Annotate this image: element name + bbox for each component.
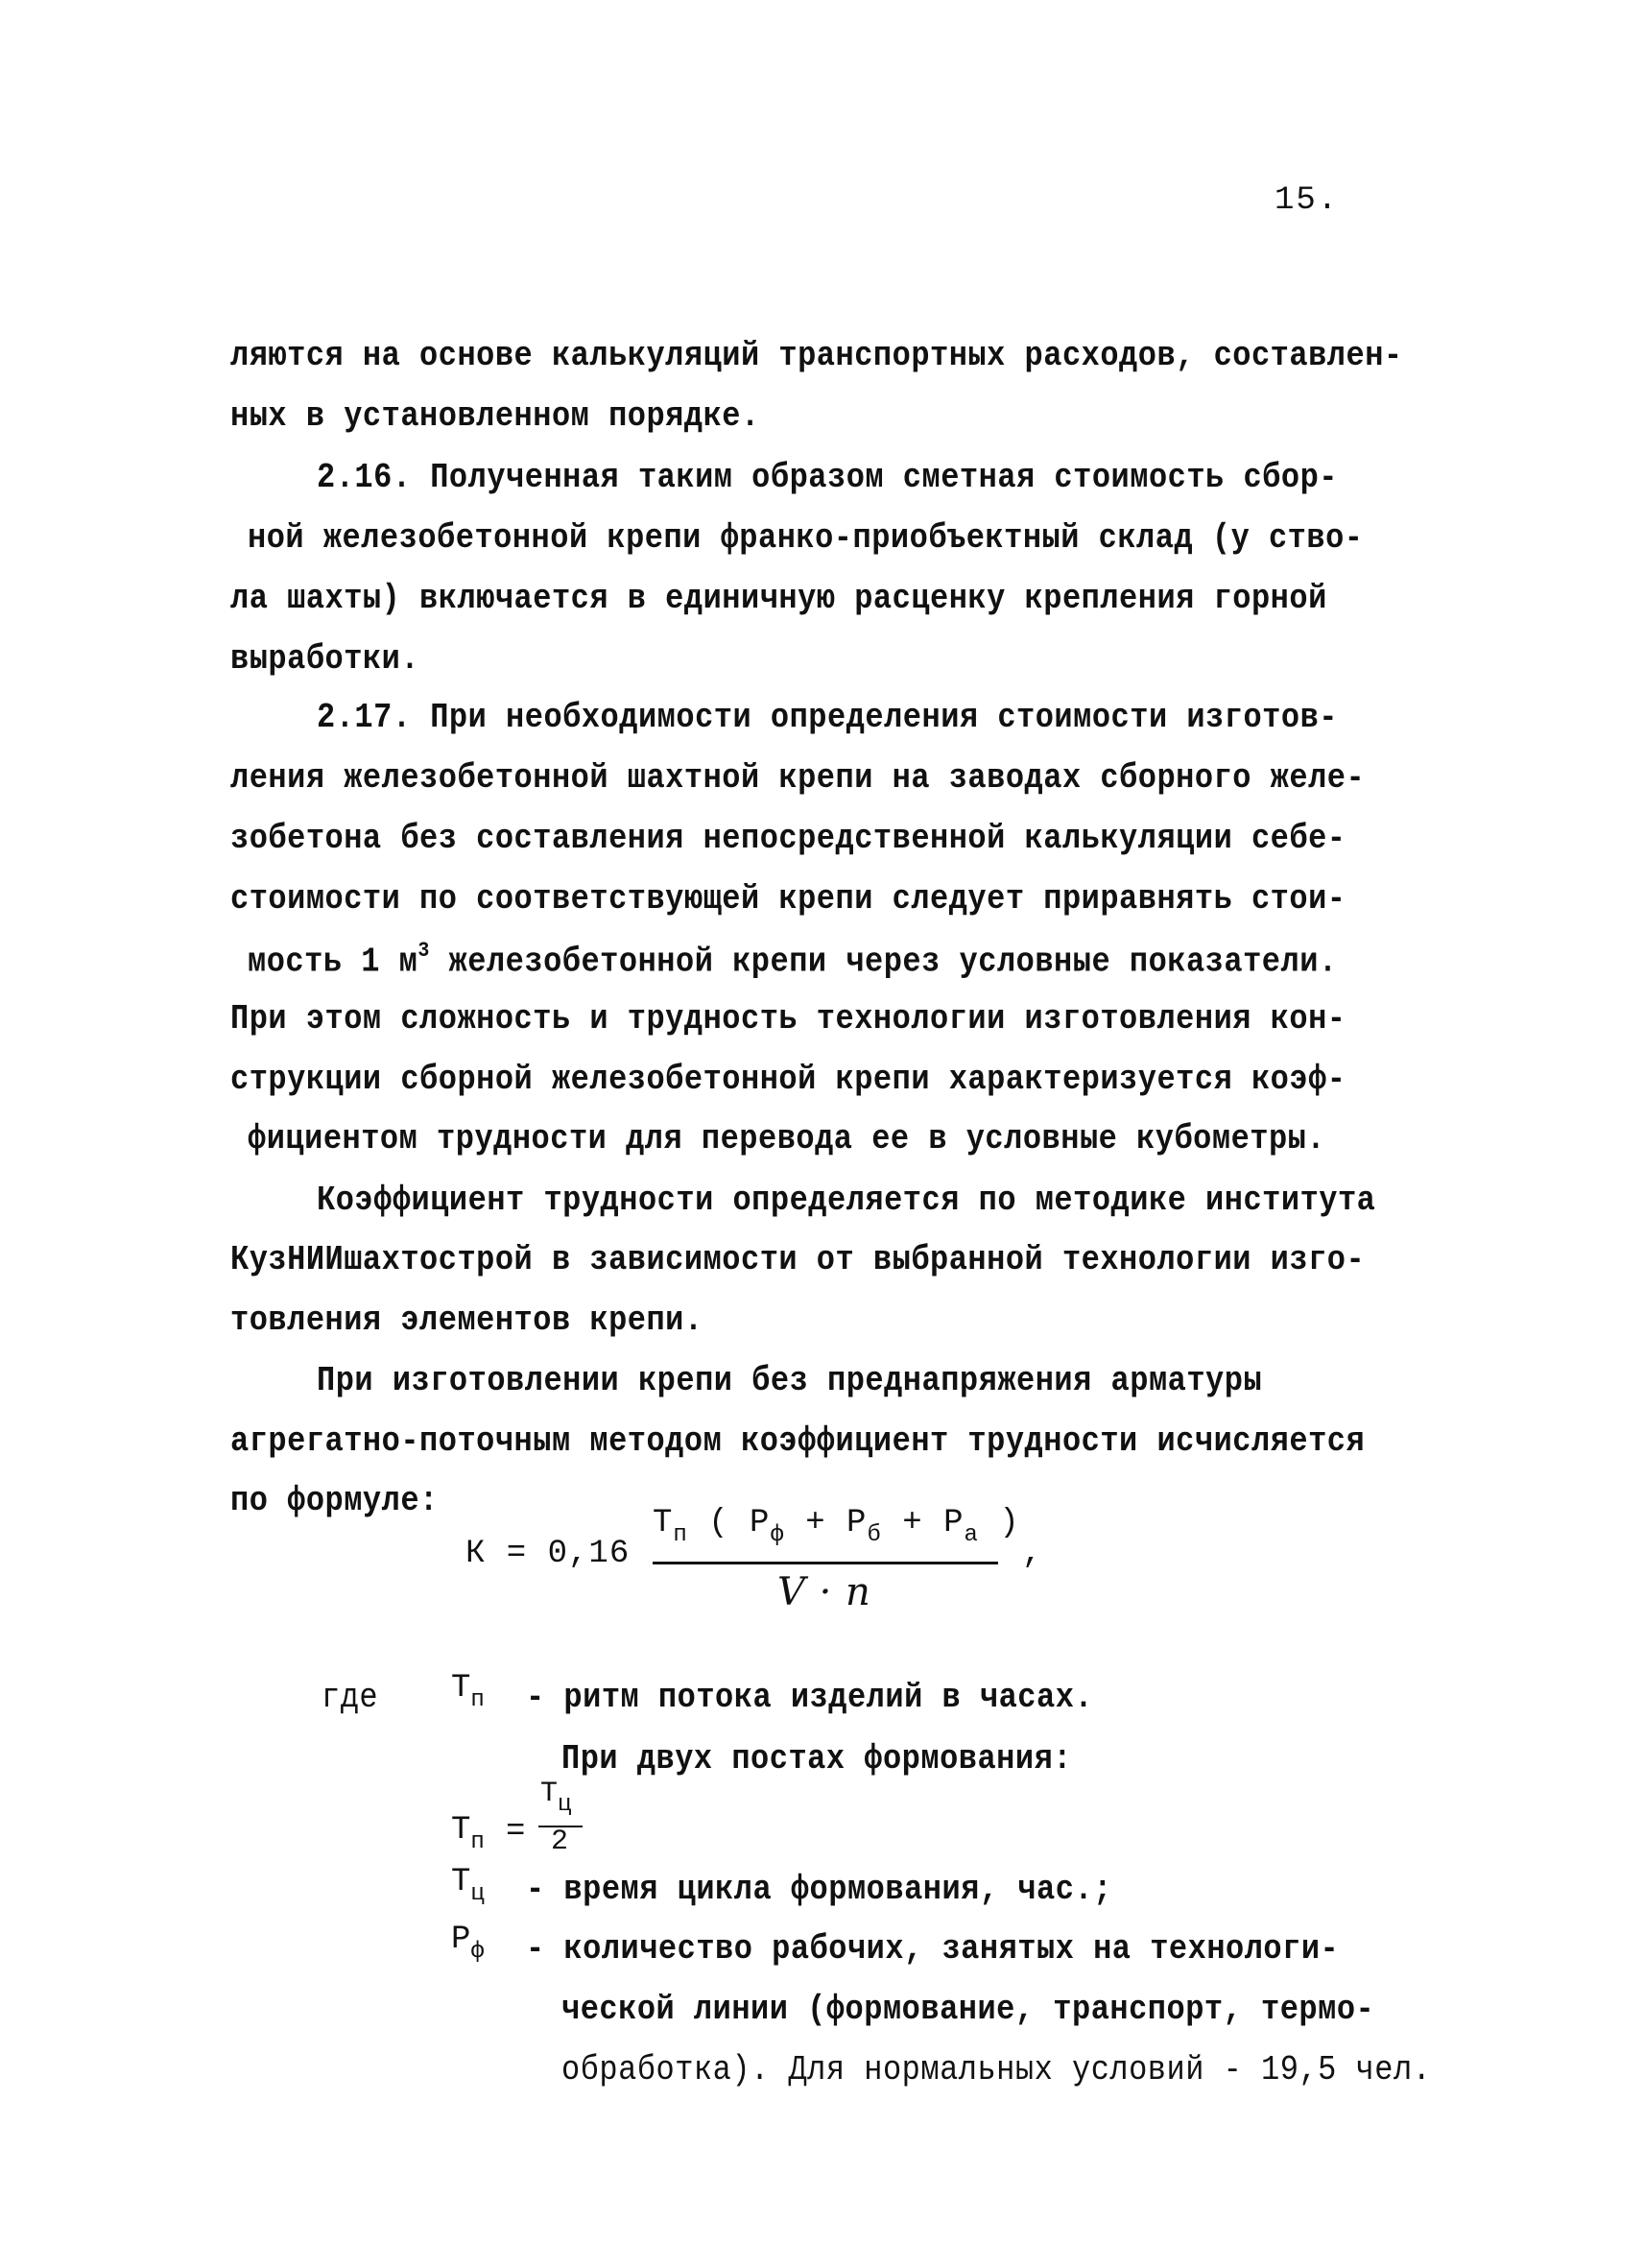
formula-lhs: К = 0,16 (465, 1536, 631, 1572)
numerator-subscript: п (673, 1522, 688, 1548)
superscript: 3 (417, 939, 430, 964)
text-line: ляются на основе калькуляций транспортных расходов, составлен- (230, 336, 1403, 376)
text-line: При изготовлении крепи без преднапряжения арматуры (317, 1361, 1263, 1401)
numerator-text: ( Р (687, 1505, 771, 1541)
formula-comma: , (1022, 1536, 1043, 1572)
page-number: 15. (1275, 182, 1340, 219)
text-fragment: мость 1 м (248, 942, 418, 982)
text-line: ной железобетонной крепи франко-приобъектный склад (у ство- (248, 518, 1364, 559)
symbol-subscript: ф (470, 1939, 485, 1965)
symbol: Т (451, 1670, 471, 1707)
symbol-subscript: п (470, 1687, 485, 1713)
text-line: по формуле: (230, 1481, 439, 1521)
text-line: струкции сборной железобетонной крепи характеризуется коэф- (230, 1060, 1346, 1100)
text-line: КузНИИшахтострой в зависимости от выбранной технологии изго- (230, 1240, 1366, 1280)
tc-symbol (451, 1864, 485, 1907)
numerator-subscript: ф (770, 1522, 785, 1548)
text-fragment: железобетонной крепи через условные показатели. (429, 942, 1338, 982)
tc-description: - время цикла формования, час.; (526, 1870, 1112, 1910)
text-line: агрегатно-поточным методом коэффициент трудности исчисляется (230, 1421, 1366, 1462)
text-line: ла шахты) включается в единичную расценку крепления горной (230, 579, 1327, 619)
tp-symbol (451, 1670, 485, 1713)
formula-numerator (653, 1505, 1020, 1548)
symbol-subscript: ц (558, 1792, 572, 1818)
fraction-bar (653, 1562, 998, 1564)
tp-equation-lhs (451, 1812, 485, 1855)
tp-equation-numerator (540, 1778, 571, 1818)
where-label: где (322, 1678, 379, 1718)
numerator-text: + Р (881, 1505, 965, 1541)
text-line: товления элементов крепи. (230, 1301, 703, 1341)
symbol: Т (451, 1864, 471, 1900)
tp-description: - ритм потока изделий в часах. (526, 1678, 1094, 1718)
text-line: При этом сложность и трудность технологии изготовления кон- (230, 999, 1346, 1039)
formula-denominator: V · n (777, 1570, 871, 1614)
symbol-subscript: п (470, 1829, 485, 1855)
two-posts-note: При двух постах формования: (561, 1739, 1072, 1779)
text-line: ных в установленном порядке. (230, 396, 760, 437)
numerator-text: ) (978, 1505, 1020, 1541)
text-line: 2.17. При необходимости определения стоимости изготов- (317, 698, 1338, 738)
numerator-subscript: а (964, 1522, 979, 1548)
symbol: Р (451, 1922, 471, 1958)
text-line: Коэффициент трудности определяется по методике института (317, 1181, 1376, 1221)
pf-description-cont: ческой линии (формование, транспорт, термо- (561, 1990, 1375, 2030)
numerator-symbol: Т (653, 1505, 674, 1541)
numerator-text: + Р (784, 1505, 868, 1541)
text-line: 2.16. Полученная таким образом сметная стоимость сбор- (317, 458, 1338, 498)
tp-equation-denominator: 2 (551, 1826, 569, 1858)
text-line (248, 939, 1338, 982)
pf-symbol (451, 1922, 485, 1965)
pf-description: - количество рабочих, занятых на технологи- (526, 1929, 1340, 1970)
text-line: зобетона без составления непосредственной калькуляции себе- (230, 819, 1346, 859)
text-line: выработки. (230, 639, 420, 680)
symbol-subscript: ц (470, 1881, 485, 1907)
symbol: Т (540, 1778, 559, 1810)
text-line: стоимости по соответствующей крепи следует приравнять стои- (230, 879, 1346, 919)
text-line: фициентом трудности для перевода ее в условные кубометры. (248, 1119, 1326, 1159)
pf-description-cont: обработка). Для нормальных условий - 19,5 чел. (561, 2050, 1432, 2090)
tp-equation-equals: = (506, 1814, 526, 1850)
symbol: Т (451, 1812, 471, 1849)
text-line: ления железобетонной шахтной крепи на заводах сборного желе- (230, 758, 1366, 799)
numerator-subscript: б (867, 1522, 882, 1548)
